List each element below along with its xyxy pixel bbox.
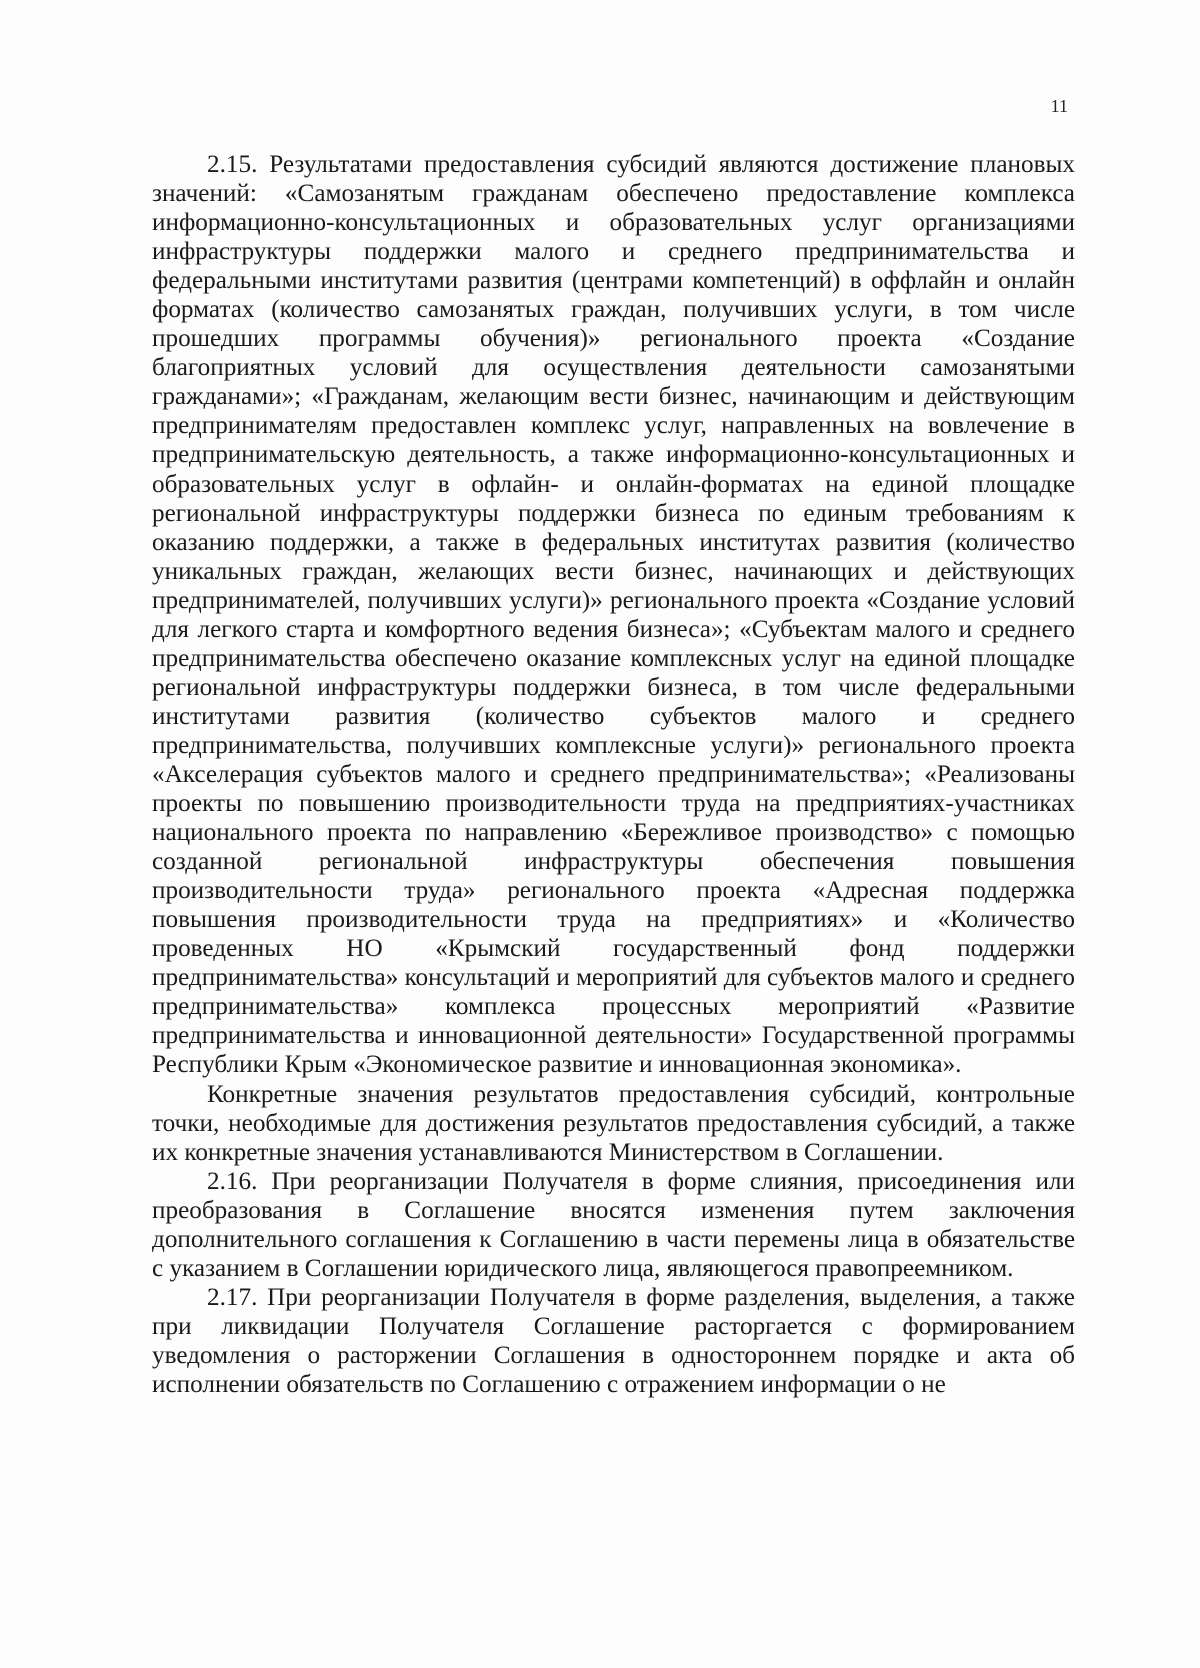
paragraph-result-values: Конкретные значения результатов предоставления субсидий, контрольные точки, необходимые для достижения результатов предоставления субсидий, а также их конкретные значения устанавливаются Министерством в Соглашении. xyxy=(152,1080,1075,1166)
paragraph-2-16: 2.16. При реорганизации Получателя в форме слияния, присоединения или преобразования в Соглашение вносятся изменения путем заключения дополнительного соглашения к Соглашению в части перемены лица в обязательстве с указанием в Соглашении юридического лица, являющегося правопреемником. xyxy=(152,1167,1075,1282)
document-body xyxy=(152,150,1075,1399)
paragraph-2-15: 2.15. Результатами предоставления субсидий являются достижение плановых значений: «Самозанятым гражданам обеспечено предоставление комплекса информационно-консультационных и образовательных услуг организациями инфраструктуры поддержки малого и среднего предпринимательства и федеральными институтами развития (центрами компетенций) в оффлайн и онлайн форматах (количество самозанятых граждан, получивших услуги, в том числе прошедших программы обучения)» регионального проекта «Создание благоприятных условий для осуществления деятельности самозанятыми гражданами»; «Гражданам, желающим вести бизнес, начинающим и действующим предпринимателям предоставлен комплекс услуг, направленных на вовлечение в предпринимательскую деятельность, а также информационно-консультационных и образовательных услуг в офлайн- и онлайн-форматах на единой площадке региональной инфраструктуры поддержки бизнеса по единым требованиям к оказанию поддержки, а также в федеральных институтах развития (количество уникальных граждан, желающих вести бизнес, начинающих и действующих предпринимателей, получивших услуги)» регионального проекта «Создание условий для легкого старта и комфортного ведения бизнеса»; «Субъектам малого и среднего предпринимательства обеспечено оказание комплексных услуг на единой площадке региональной инфраструктуры поддержки бизнеса, в том числе федеральными институтами развития (количество субъектов малого и среднего предпринимательства, получивших комплексные услуги)» регионального проекта «Акселерация субъектов малого и среднего предпринимательства»; «Реализованы проекты по повышению производительности труда на предприятиях-участниках национального проекта по направлению «Бережливое производство» с помощью созданной региональной инфраструктуры обеспечения повышения производительности труда» регионального проекта «Адресная поддержка повышения производительности труда на предприятиях» и «Количество проведенных НО «Крымский государственный фонд поддержки предпринимательства» консультаций и мероприятий для субъектов малого и среднего предпринимательства» комплекса процессных мероприятий «Развитие предпринимательства и инновационной деятельности» Государственной программы Республики Крым «Экономическое развитие и инновационная экономика». xyxy=(152,151,1075,1079)
paragraph-2-17: 2.17. При реорганизации Получателя в форме разделения, выделения, а также при ликвидации Получателя Соглашение расторгается с формированием уведомления о расторжении Соглашения в одностороннем порядке и акта об исполнении обязательств по Соглашению с отражением информации о не xyxy=(152,1283,1075,1398)
page-number: 11 xyxy=(1050,96,1068,116)
